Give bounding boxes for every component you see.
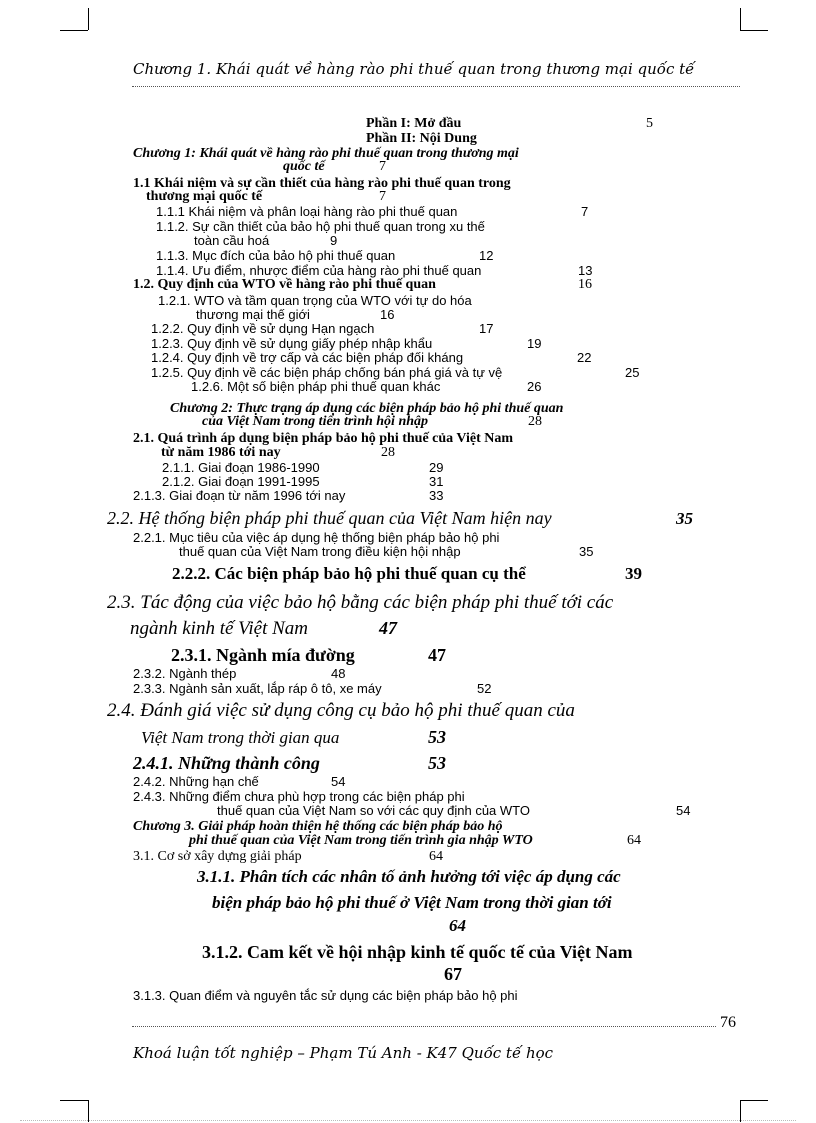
toc-entry: Phần I: Mở đầu <box>366 116 462 131</box>
toc-page-number: 7 <box>379 159 386 174</box>
toc-entry: Chương 1: Khái quát về hàng rào phi thuế quan trong thương mại <box>133 146 519 161</box>
toc-entry: biện pháp bảo hộ phi thuế ở Việt Nam trong thời gian tới <box>212 893 612 912</box>
toc-entry: 1.2.3. Quy định về sử dụng giấy phép nhập khẩu <box>151 336 433 351</box>
toc-entry: 2.2. Hệ thống biện pháp phi thuế quan của Việt Nam hiện nay <box>107 508 552 528</box>
toc-entry: Chương 2: Thực trạng áp dụng các biện pháp bảo hộ phi thuế quan <box>170 401 564 416</box>
toc-page-number: 9 <box>330 233 338 248</box>
toc-entry: 1.1 Khái niệm và sự cần thiết của hàng rào phi thuế quan trong <box>133 176 511 191</box>
toc-entry: ngành kinh tế Việt Nam <box>130 618 309 639</box>
toc-entry: Chương 3. Giải pháp hoàn thiện hệ thống các biện pháp bảo hộ <box>133 819 503 834</box>
toc-page-number: 64 <box>429 849 443 864</box>
toc-page-number: 35 <box>676 509 693 528</box>
crop-mark <box>740 1100 741 1122</box>
toc-page-number: 64 <box>627 833 641 848</box>
toc-entry: 2.3.1. Ngành mía đường <box>171 645 355 665</box>
page-edge <box>20 1120 796 1121</box>
toc-entry: 1.1.4. Ưu điểm, nhược điểm của hàng rào phi thuế quan <box>156 263 482 278</box>
toc-page-number: 67 <box>444 964 462 984</box>
toc-page-number: 53 <box>428 727 446 747</box>
toc-page-number: 33 <box>429 488 444 503</box>
toc-entry: 3.1.3. Quan điểm và nguyên tắc sử dụng các biện pháp bảo hộ phi <box>133 988 518 1003</box>
toc-entry: phi thuế quan của Việt Nam trong tiến trình gia nhập WTO <box>189 833 533 848</box>
toc-entry: 1.2.5. Quy định về các biện pháp chống bán phá giá và tự vệ <box>151 365 503 380</box>
crop-mark <box>88 1100 89 1122</box>
toc-page-number: 54 <box>676 803 691 818</box>
toc-entry: thuế quan của Việt Nam trong điều kiện hội nhập <box>179 544 461 559</box>
toc-page-number: 28 <box>528 414 542 429</box>
toc-entry: 3.1.1. Phân tích các nhân tố ảnh hưởng tới việc áp dụng các <box>197 867 621 886</box>
toc-entry: 2.1.3. Giai đoạn từ năm 1996 tới nay <box>133 488 346 503</box>
toc-entry: từ năm 1986 tới nay <box>161 445 281 460</box>
toc-entry: 2.2.2. Các biện pháp bảo hộ phi thuế quan cụ thể <box>172 564 526 583</box>
toc-page-number: 17 <box>479 321 494 336</box>
toc-page-number: 5 <box>646 116 653 131</box>
toc-entry: 1.2. Quy định của WTO về hàng rào phi thuế quan <box>133 277 436 292</box>
toc-entry: 2.1. Quá trình áp dụng biện pháp bảo hộ phi thuế của Việt Nam <box>133 431 514 446</box>
toc-page-number: 16 <box>380 307 395 322</box>
toc-page-number: 54 <box>331 774 346 789</box>
toc-page-number: 12 <box>479 248 494 263</box>
toc-entry: 1.2.1. WTO và tầm quan trọng của WTO với tự do hóa <box>158 293 472 308</box>
toc-page-number: 52 <box>477 681 492 696</box>
toc-page-number: 35 <box>579 544 594 559</box>
toc-page-number: 53 <box>428 753 446 773</box>
header-rule <box>132 86 740 87</box>
toc-entry: 2.2.1. Mục tiêu của việc áp dụng hệ thống biện pháp bảo hộ phi <box>133 530 500 545</box>
toc-page-number: 28 <box>381 445 395 460</box>
toc-entry: của Việt Nam trong tiến trình hội nhập <box>202 414 429 429</box>
toc-entry: 3.1. Cơ sở xây dựng giải pháp <box>133 849 302 864</box>
toc-entry: 2.4.3. Những điểm chưa phù hợp trong các biện pháp phi <box>133 789 465 804</box>
toc-entry: 2.4.1. Những thành công <box>133 753 320 773</box>
footer-rule <box>132 1026 716 1027</box>
toc-entry: 1.1.1 Khái niệm và phân loại hàng rào phi thuế quan <box>156 204 458 219</box>
toc-entry: thương mại thế giới <box>196 307 310 322</box>
footer-text: Khoá luận tốt nghiệp – Phạm Tú Anh - K47 Quốc tế học <box>133 1044 554 1062</box>
toc-entry: 1.2.4. Quy định về trợ cấp và các biện pháp đối kháng <box>151 350 464 365</box>
toc-entry: 1.1.2. Sự cần thiết của bảo hộ phi thuế quan trong xu thế <box>156 219 485 234</box>
toc-entry: 3.1.2. Cam kết về hội nhập kinh tế quốc tế của Việt Nam <box>202 942 633 962</box>
toc-entry: 1.2.6. Một số biện pháp phi thuế quan khác <box>191 379 441 394</box>
running-header: Chương 1. Khái quát về hàng rào phi thuế quan trong thương mại quốc tế <box>133 60 695 78</box>
toc-entry: thuế quan của Việt Nam so với các quy định của WTO <box>217 803 530 818</box>
toc-page-number: 48 <box>331 666 346 681</box>
toc-entry: quốc tế <box>283 159 325 174</box>
toc-page-number: 13 <box>578 263 593 278</box>
crop-mark <box>88 8 89 30</box>
crop-mark <box>60 1100 88 1101</box>
toc-entry: 2.3. Tác động của việc bảo hộ bằng các biện pháp phi thuế tới các <box>107 592 614 613</box>
toc-page-number: 19 <box>527 336 542 351</box>
crop-mark <box>740 8 741 30</box>
toc-entry: thương mại quốc tế <box>146 189 263 204</box>
toc-entry: 2.1.2. Giai đoạn 1991-1995 <box>162 474 320 489</box>
toc-entry: 2.3.2. Ngành thép <box>133 666 237 681</box>
toc-page-number: 39 <box>625 564 642 583</box>
toc-entry: Phần II: Nội Dung <box>366 131 477 146</box>
toc-page-number: 64 <box>449 916 466 935</box>
toc-entry: 2.3.3. Ngành sản xuất, lắp ráp ô tô, xe máy <box>133 681 382 696</box>
toc-entry: 1.2.2. Quy định về sử dụng Hạn ngạch <box>151 321 375 336</box>
toc-page-number: 16 <box>578 277 592 292</box>
toc-page-number: 7 <box>379 189 386 204</box>
toc-entry: toàn cầu hoá <box>194 233 270 248</box>
crop-mark <box>740 30 768 31</box>
toc-page-number: 25 <box>625 365 640 380</box>
footer-page-number: 76 <box>720 1014 736 1031</box>
toc-page-number: 47 <box>379 618 397 638</box>
crop-mark <box>60 30 88 31</box>
toc-entry: 2.4. Đánh giá việc sử dụng công cụ bảo hộ phi thuế quan của <box>107 700 575 721</box>
toc-entry: 1.1.3. Mục đích của bảo hộ phi thuế quan <box>156 248 396 263</box>
crop-mark <box>740 1100 768 1101</box>
toc-page-number: 26 <box>527 379 542 394</box>
toc-entry: 2.1.1. Giai đoạn 1986-1990 <box>162 460 320 475</box>
toc-page-number: 31 <box>429 474 444 489</box>
toc-page-number: 22 <box>577 350 592 365</box>
toc-page-number: 7 <box>581 204 589 219</box>
toc-page-number: 47 <box>428 645 446 665</box>
toc-entry: Việt Nam trong thời gian qua <box>141 728 340 747</box>
toc-entry: 2.4.2. Những hạn chế <box>133 774 259 789</box>
toc-page-number: 29 <box>429 460 444 475</box>
